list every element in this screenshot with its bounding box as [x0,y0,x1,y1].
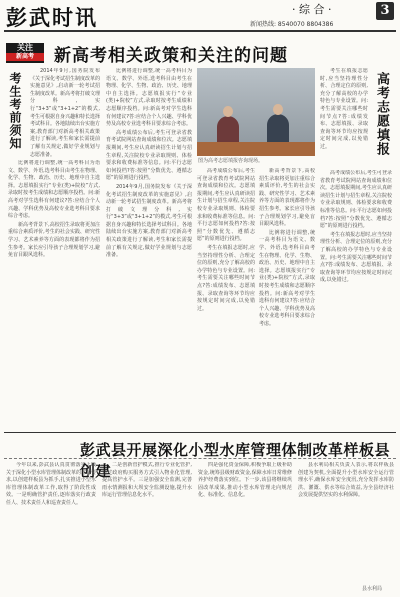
article2-col2: 二是创新管护模式,推行专业化管护,通过政府购买服务方式引入物业化管理,提高管护水平。三是加强安全监测,完善雨水情测报和大坝安全监测设施,提升水库运行管理信息化水平。 [102,462,192,499]
page-number: 3 [376,2,394,20]
article1-col4: 新高考背景下,高校招生录取将更加注重综合素质评价,考生的社会实践、研究性学习、艺术素养等方面的表现都将作为招生参考。家长应引导孩子合理规划学习,避免盲目跟风选科。 比例将进行调整,统一高考科目为语文、数学、外语,选考科目由考生在物理、化学、生物、政治、历史、地理中自主选择。志愿填报实行“专业(类)+院校”方式,录取时按考生成绩和志愿顺序投档。问:新高考对学生选科有何建议?答:应结合个人兴趣、学科优势及高校专业选考科目要求综合考虑。 [259,168,315,327]
section-badge [6,43,44,63]
article1-col5: 考生在填报志愿时,应当坚持理性分析、合理定位的原则,充分了解高校的办学特色与专业设置。问:考生需要关注哪些时间节点?答:成绩发布、志愿填报、录取查询等环节均应按规定时间完成,以免错过。 [320,68,368,150]
article2-headline: 彭武县开展深化小型水库管理体制改革样板县创建 [80,441,391,480]
article2-col3: 四是强化资金保障,积极争取上级补助资金,统筹县级财政资金,保障水库日常维修养护经费落实到位。下一步,该县将继续巩固改革成果,推动小型水库管理走向规范化、标准化、信息化。 [198,462,292,499]
article1-col1: 2014年9月,国务院发布《关于深化考试招生制度改革的实施意见》,启动新一轮考试招生制度改革。新高考将打破文理分科,实行“3+3”或“3+1+2”的模式,考生可根据自身兴趣和特长选择考试科目。各地陆续出台实施方案,教育部门对新高考相关政策进行了解读,考生和家长需提前了解有关规定,做好学业规划与志愿准备。 [30,68,100,158]
photo-person-head [223,106,233,117]
article-divider [4,432,396,433]
article2-rule [4,458,396,459]
article1-col2: 比例将进行调整,统一高考科目为语文、数学、外语,选考科目由考生在物理、化学、生物、政治、历史、地理中自主选择。志愿填报实行“专业(类)+院校”方式,录取时按考生成绩和志愿顺序投档。问:新高考对学生选科有何建议?答:应结合个人兴趣、学科优势及高校专业选考科目要求综合考虑。 高考成绩公布后,考生可登录省教育考试院网站查询成绩和位次。志愿填报期间,考生应认真研读招生计划与招生章程,关注院校专业录取规则、体检要求和收费标准等信息。问:平行志愿如何投档?答:按照“分数优先、遵循志愿”的原则进行投档。 2014年9月,国务院发布《关于深化考试招生制度改革的实施意见》,启动新一轮考试招生制度改革。新高考将打破文理分科,实行“3+3”或“3+1+2”的模式,考生可根据自身兴趣和特长选择考试科目。各地陆续出台实施方案,教育部门对新高考相关政策进行了解读,考生和家长需提前了解有关规定,做好学业规划与志愿准备。 [106,68,192,259]
article2-col1: 今年以来,彭武县认真贯彻落实上级关于深化小型水库管理体制改革的部署要求,以创建样板县为抓手,扎实推进小型水库管理体制改革工作,取得了阶段性成效。一是明确管护责任,逐库落实行政责任人、技术责任人和巡查责任人。 [6,462,96,506]
photo-table [197,142,315,156]
section-label: · 综 合 · [292,3,332,16]
photo-person-head [273,104,283,115]
masthead-hotline: 新闻热线: 8540070 8804386 [250,21,334,28]
article1-headline: 新高考相关政策和关注的问题 [54,46,288,66]
article1-col6: 高考成绩公布后,考生可登录省教育考试院网站查询成绩和位次。志愿填报期间,考生应认真研读招生计划与招生章程,关注院校专业录取规则、体检要求和收费标准等信息。问:平行志愿如何投档?答:按照“分数优先、遵循志愿”的原则进行投档。 考生在填报志愿时,应当坚持理性分析、合理定位的原则,充分了解高校的办学特色与专业设置。问:考生需要关注哪些时间节点?答:成绩发布、志愿填报、录取查询等环节均应按规定时间完成,以免错过。 [320,170,392,284]
article1-col3: 高考成绩公布后,考生可登录省教育考试院网站查询成绩和位次。志愿填报期间,考生应认真研读招生计划与招生章程,关注院校专业录取规则、体检要求和收费标准等信息。问:平行志愿如何投档?答:按照“分数优先、遵循志愿”的原则进行投档。 考生在填报志愿时,应当坚持理性分析、合理定位的原则,充分了解高校的办学特色与专业设置。问:考生需要关注哪些时间节点?答:成绩发布、志愿填报、录取查询等环节均应按规定时间完成,以免错过。 [197,168,255,312]
article1-right-vertical-title: 高考志愿填报 [374,72,389,156]
badge-line1: 关注 [17,43,33,52]
article2-byline: 县水利局 [362,586,383,592]
masthead [0,0,400,30]
badge-line2: 新高考 [6,53,44,61]
article1-photo [197,68,315,156]
masthead-rule [4,30,396,32]
newspaper-title: 彭武时讯 [6,5,98,30]
article2-col4: 县水利局相关负责人表示,将以样板县创建为契机,全面提升小型水库安全运行管理水平,确保水库安全度汛,充分发挥水库防洪、灌溉、供水等综合效益,为全县经济社会发展提供坚实的水利保障。 [298,462,394,499]
article1-col1b: 比例将进行调整,统一高考科目为语文、数学、外语,选考科目由考生在物理、化学、生物、政治、历史、地理中自主选择。志愿填报实行“专业(类)+院校”方式,录取时按考生成绩和志愿顺序投档。问:新高考对学生选科有何建议?答:应结合个人兴趣、学科优势及高校专业选考科目要求综合考虑。 新高考背景下,高校招生录取将更加注重综合素质评价,考生的社会实践、研究性学习、艺术素养等方面的表现都将作为招生参考。家长应引导孩子合理规划学习,避免盲目跟风选科。 [8,160,100,259]
article1-left-vertical-title: 考生考前须知 [8,72,22,150]
photo-caption: 图为高考志愿填报咨询现场。 [198,158,264,164]
